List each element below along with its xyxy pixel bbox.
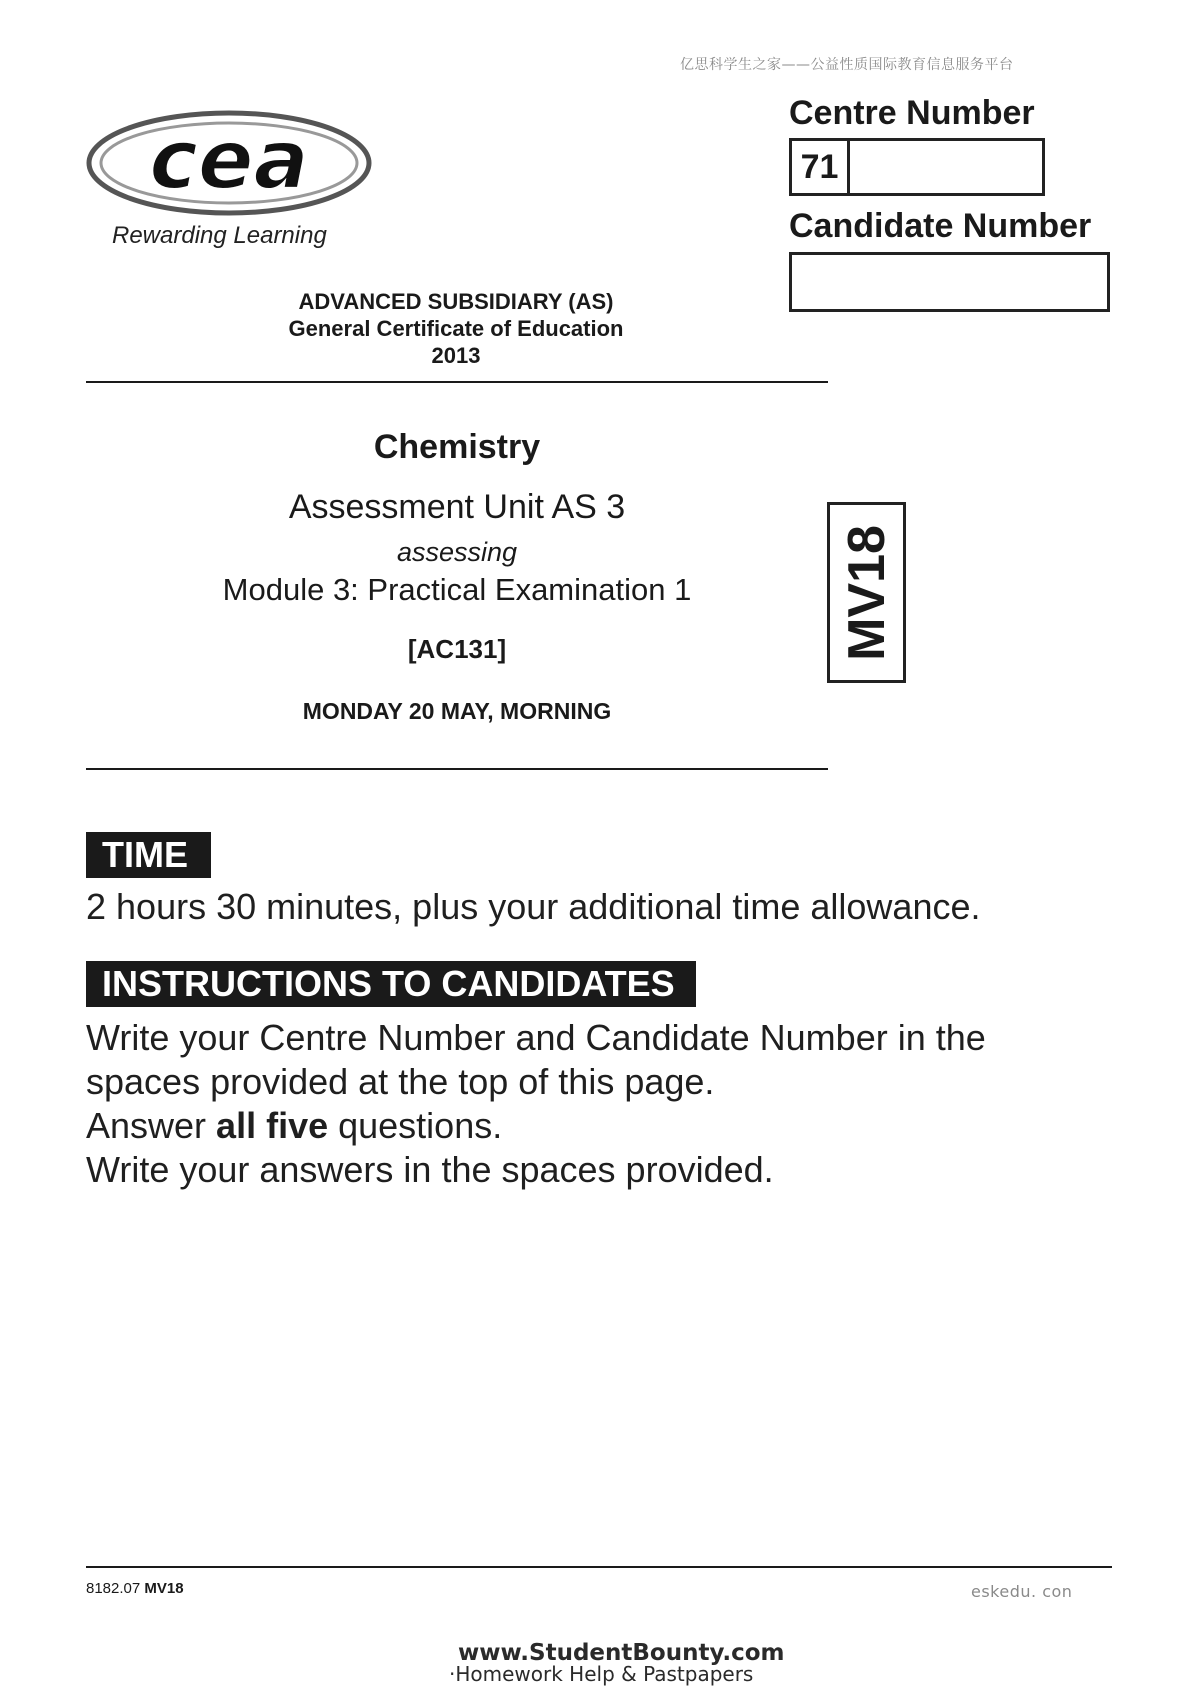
qualification-level: ADVANCED SUBSIDIARY (AS): [298, 289, 614, 314]
footer-site: eskedu. con: [971, 1582, 1073, 1601]
instruction-text: questions.: [328, 1105, 503, 1146]
divider: [86, 381, 828, 383]
watermark-top: 亿思科学生之家——公益性质国际教育信息服务平台: [680, 57, 1014, 73]
instruction-line: spaces provided at the top of this page.: [86, 1061, 715, 1102]
cea-logo-graphic: [84, 108, 374, 218]
paper-code: MV18: [837, 524, 896, 661]
qualification-block: [86, 288, 826, 369]
assessing-label: assessing: [396, 537, 518, 567]
qualification-year: 2013: [431, 343, 481, 368]
instruction-line: Write your answers in the spaces provided.: [86, 1149, 774, 1190]
document-number: [86, 1580, 184, 1597]
candidate-number-field[interactable]: [789, 252, 1110, 312]
studentbounty-tagline: ·Homework Help & Pastpapers: [449, 1662, 754, 1686]
time-heading: TIME: [86, 832, 211, 878]
doc-number: 8182.07: [86, 1580, 141, 1597]
subject-title: Chemistry: [373, 428, 541, 466]
doc-code: MV18: [144, 1580, 184, 1597]
paper-code-box: [827, 502, 906, 683]
instruction-line: Write your Centre Number and Candidate Number in the: [86, 1017, 986, 1058]
studentbounty-url[interactable]: www.StudentBounty.com: [458, 1640, 785, 1666]
centre-number-label: Centre Number: [789, 94, 1035, 132]
exam-date: MONDAY 20 MAY, MORNING: [302, 698, 612, 724]
logo-tagline: Rewarding Learning: [112, 222, 327, 249]
time-text: 2 hours 30 minutes, plus your additional time allowance.: [86, 886, 981, 927]
instructions-body: [86, 1016, 1136, 1192]
candidate-number-label: Candidate Number: [789, 207, 1092, 245]
assessment-unit: Assessment Unit AS 3: [288, 488, 626, 526]
footer-divider: [86, 1566, 1112, 1568]
qualification-certificate: General Certificate of Education: [288, 316, 624, 341]
instruction-text: Answer: [86, 1105, 217, 1146]
centre-number-prefix: 71: [792, 141, 850, 193]
instructions-heading: INSTRUCTIONS TO CANDIDATES: [86, 961, 696, 1007]
divider: [86, 768, 828, 770]
centre-number-field[interactable]: [789, 138, 1045, 196]
module-title: Module 3: Practical Examination 1: [222, 572, 692, 607]
logo-text: cea: [149, 113, 309, 208]
exam-code: [AC131]: [407, 634, 507, 664]
instruction-emphasis: all five: [216, 1105, 329, 1146]
instruction-line: [86, 1104, 1136, 1148]
